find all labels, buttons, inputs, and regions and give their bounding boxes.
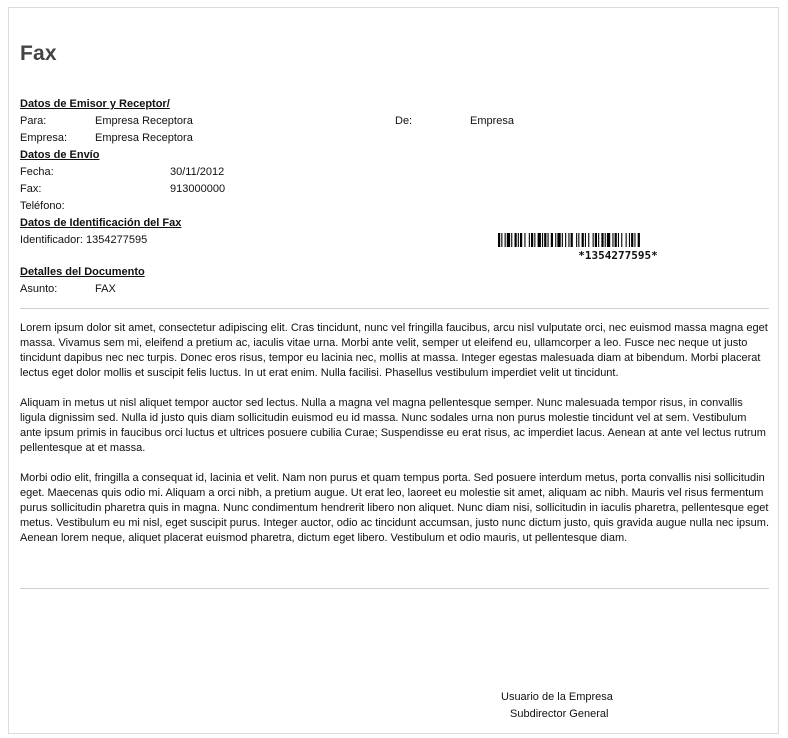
page-title: Fax [20,42,57,65]
body-paragraph: Lorem ipsum dolor sit amet, consectetur adipiscing elit. Cras tincidunt, nunc vel fringilla faucibus, arcu nisl vulputate orci, nec euismod massa magna eget massa. Vivamus sem mi, eleifend a pretium ac, iaculis vitae urna. Morbi ante velit, semper ut eleifend eu, ullamcorper a leo. Fusce nec neque ut justo tincidunt dapibus nec nec turpis. Donec eros risus, tempor eu lacinia nec, mollis at massa. Integer egestas malesuada diam at bibendum. Morbi placerat lectus eget dolor mollis et suscipit felis luctus. In ut erat enim. Nulla facilisi. Phasellus vestibulum imperdiet velit ut tincidunt. [20,322,768,379]
body-paragraph: Aliquam in metus ut nisl aliquet tempor auctor sed lectus. Nulla a magna vel magna pellentesque semper. Nunc malesuada tempor risus, in convallis ligula dignissim sed. Nulla id justo quis diam sollicitudin euismod eu id massa. Nunc sodales urna non purus molestie tincidunt vel at sem. Vestibulum ante ipsum primis in faucibus orci luctus et ultrices posuere cubilia Curae; Suspendisse eu erat risus, ac imperdiet lacus. Aenean at ante vel lectus rutrum pellentesque at et massa. [20,397,766,454]
asunto-label: Asunto: [20,283,58,295]
document-body [20,321,770,561]
asunto-value: FAX [95,283,116,295]
de-label: De: [395,115,413,127]
fecha-value: 30/11/2012 [170,166,225,178]
envio-heading: Datos de Envío [20,149,100,161]
fax-document [8,7,779,734]
barcode-icon [498,233,738,247]
signature-role: Subdirector General [510,708,609,720]
telefono-label: Teléfono: [20,200,65,212]
identificacion-heading: Datos de Identificación del Fax [20,217,182,229]
documento-heading: Detalles del Documento [20,266,145,278]
fecha-label: Fecha: [20,166,54,178]
fax-label: Fax: [20,183,42,195]
barcode-text: *1354277595* [578,249,658,262]
fax-value: 913000000 [170,183,226,195]
divider-top [20,308,769,309]
de-value: Empresa [470,115,515,127]
empresa-value: Empresa Receptora [95,132,193,144]
signature-name: Usuario de la Empresa [501,691,613,703]
para-label: Para: [20,115,47,127]
identificador-text: Identificador: 1354277595 [20,234,148,246]
sender-receiver-heading: Datos de Emisor y Receptor/ [20,98,170,110]
body-paragraph: Morbi odio elit, fringilla a consequat id, lacinia et velit. Nam non purus et quam tempus porta. Sed posuere interdum metus, porta convallis nisi sollicitudin eget. Maecenas quis odio mi. Aliquam a orci nibh, a pretium augue. Ut erat leo, laoreet eu molestie sit amet, aliquam ac nibh. Mauris vel risus fermentum purus sollicitudin pharetra quis in magna. Nunc condimentum hendrerit libero non aliquet. Nunc diam nisi, sollicitudin in iaculis pharetra, pellentesque eget metus. Vestibulum eu mi nisl, eget suscipit purus. Integer auctor, odio ac tincidunt accumsan, justo nunc dictum justo, quis gravida augue nulla nec ipsum. Aenean lorem neque, aliquet placerat euismod pharetra, dictum eget libero. Vestibulum et odio mauris, ut pellentesque diam. [20,472,770,544]
para-value: Empresa Receptora [95,115,193,127]
divider-bottom [20,588,769,589]
empresa-label: Empresa: [20,132,68,144]
